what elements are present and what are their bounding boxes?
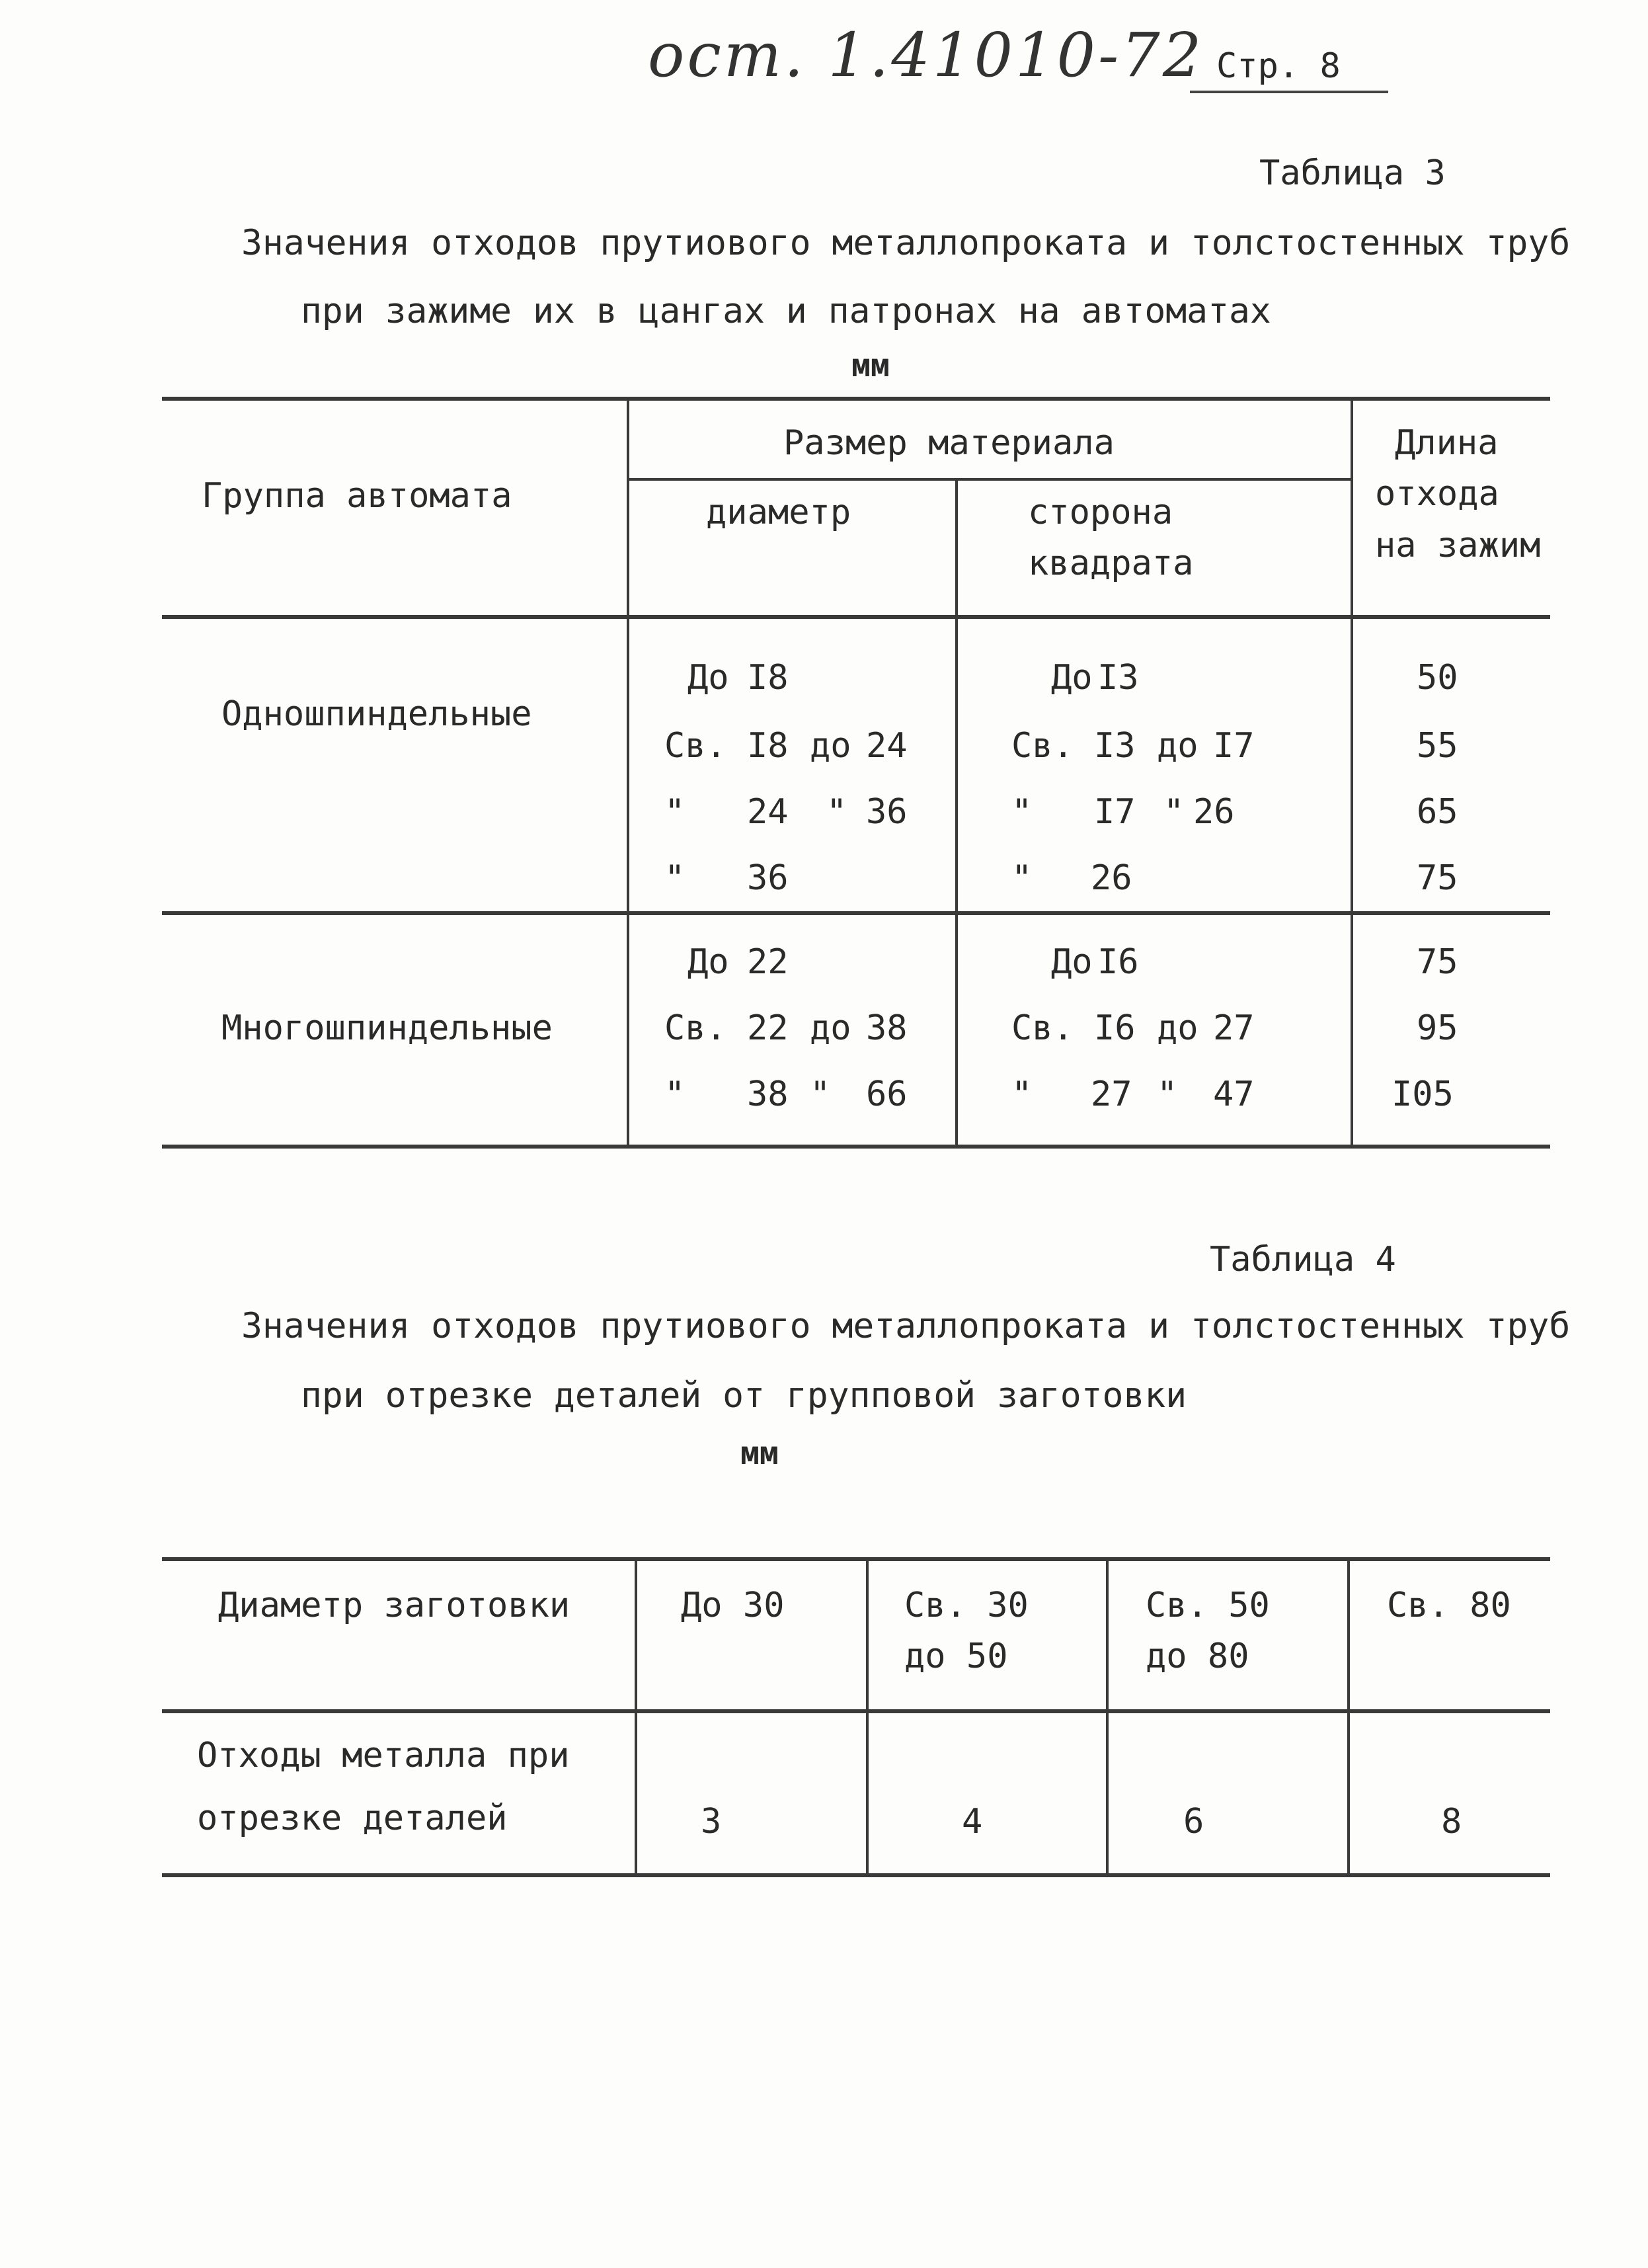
table4-title-line2: при отрезке деталей от групповой заготовки [301,1375,1187,1416]
side-to: 27 [1213,1008,1255,1048]
row-label-line1: Отходы металла при [197,1736,570,1775]
diameter-to: 38 [866,1008,908,1048]
diameter-prefix: " [664,792,686,832]
side-to: 26 [1193,792,1235,832]
column-header: До 30 [681,1586,785,1625]
row-label-line2: отрезке деталей [197,1799,508,1838]
header-square-side-2: квадрата [1028,544,1194,583]
table3-col-divider-2 [955,478,958,1147]
side-prefix: Св. [1011,726,1074,766]
table4-col-divider-4 [1347,1557,1350,1875]
side-from: 27 [1091,1074,1132,1114]
table4-label: Таблица 4 [1210,1240,1396,1279]
diameter-prefix: " [664,1074,686,1114]
table3-col-divider-1 [627,397,629,1147]
column-header: Св. 30 [904,1586,1029,1625]
page-number: Стр. 8 [1216,46,1341,86]
table3-unit: мм [851,347,890,384]
group-name: Многошпиндельные [221,1008,553,1048]
header-length-2: отхода [1375,474,1499,514]
diameter-mid: до [810,726,851,766]
table4-header-bottom-rule [162,1709,1550,1713]
table3-col-divider-3 [1351,397,1353,1147]
diameter-from: 22 [747,1008,789,1048]
waste-value: 6 [1183,1802,1204,1842]
group-name: Одношпиндельные [221,694,532,734]
length-value: 75 [1417,858,1458,898]
diameter-from: 36 [747,858,789,898]
header-diameter: диаметр [706,493,851,532]
table3-label: Таблица 3 [1259,153,1446,193]
length-value: I05 [1392,1074,1454,1114]
side-prefix: До [1051,658,1093,698]
side-from: I3 [1094,726,1136,766]
diameter-to: 24 [866,726,908,766]
diameter-to: 36 [866,792,908,832]
side-to: I7 [1213,726,1255,766]
length-value: 75 [1417,942,1458,982]
diameter-from: I8 [747,658,789,698]
table4-col-divider-2 [866,1557,869,1875]
header-material-size: Размер материала [783,423,1115,463]
table3-group-divider [162,911,1550,915]
table3-header-bottom-rule [162,615,1550,619]
diameter-prefix: " [664,858,686,898]
table3-top-rule [162,397,1550,401]
header-square-side-1: сторона [1028,493,1173,532]
column-header: Св. 50 [1146,1586,1270,1625]
length-value: 65 [1417,792,1458,832]
diameter-prefix: Св. [664,1008,726,1048]
side-from: I7 [1094,792,1136,832]
table4-col-divider-1 [635,1557,637,1875]
header-length-3: на зажим [1375,526,1541,565]
diameter-to: 66 [866,1074,908,1114]
table4-bottom-rule [162,1873,1550,1877]
table3-subheader-rule [628,478,1352,481]
waste-value: 8 [1441,1802,1462,1842]
diameter-prefix: До [687,942,729,982]
diameter-prefix: Св. [664,726,726,766]
header-workpiece-diameter: Диаметр заготовки [218,1586,570,1625]
diameter-mid: " [810,1074,831,1114]
document-code: ост. 1.41010-72 [648,20,1204,91]
table3-bottom-rule [162,1145,1550,1149]
length-value: 50 [1417,658,1458,698]
side-mid: до [1157,726,1198,766]
side-mid: " [1157,1074,1178,1114]
side-prefix: До [1051,942,1093,982]
table4-top-rule [162,1557,1550,1561]
table3-title-line1: Значения отходов прутиового металлопроката и толстостенных труб [241,223,1571,263]
waste-value: 3 [701,1802,722,1842]
table4-unit: мм [740,1435,779,1472]
side-mid: " [1163,792,1185,832]
diameter-prefix: До [687,658,729,698]
page-number-underline [1190,91,1388,93]
diameter-from: 22 [747,942,789,982]
side-mid: до [1157,1008,1198,1048]
side-prefix: " [1011,792,1033,832]
diameter-mid: " [826,792,847,832]
side-from: 26 [1091,858,1132,898]
length-value: 55 [1417,726,1458,766]
diameter-from: I8 [747,726,789,766]
diameter-from: 24 [747,792,789,832]
table3-title-line2: при зажиме их в цангах и патронах на автоматах [301,291,1271,331]
column-header: Св. 80 [1387,1586,1511,1625]
header-group: Группа автомата [202,476,512,516]
length-value: 95 [1417,1008,1458,1048]
column-header-line2: до 50 [904,1637,1008,1676]
table4-col-divider-3 [1106,1557,1109,1875]
side-prefix: Св. [1011,1008,1074,1048]
side-from: I3 [1097,658,1139,698]
table4-title-line1: Значения отходов прутиового металлопроката и толстостенных труб [241,1306,1571,1346]
side-to: 47 [1213,1074,1255,1114]
side-from: I6 [1097,942,1139,982]
diameter-from: 38 [747,1074,789,1114]
waste-value: 4 [962,1802,983,1842]
side-from: I6 [1094,1008,1136,1048]
side-prefix: " [1011,1074,1033,1114]
side-prefix: " [1011,858,1033,898]
header-length-1: Длина [1395,423,1499,463]
column-header-line2: до 80 [1146,1637,1249,1676]
diameter-mid: до [810,1008,851,1048]
